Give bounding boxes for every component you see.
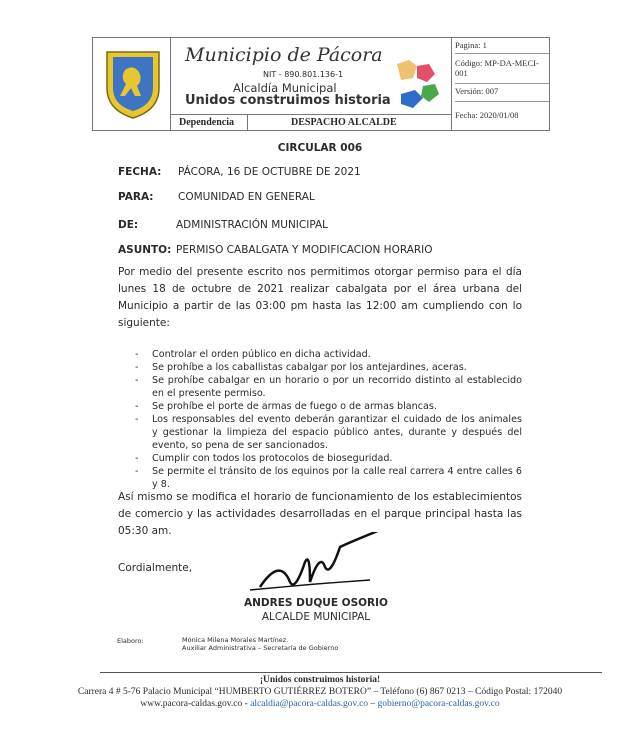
list-item: - Cumplir con todos los protocolos de bioseguridad. (135, 452, 522, 465)
field-value-fecha: PÁCORA, 16 DE OCTUBRE DE 2021 (178, 166, 361, 178)
list-item: - Controlar el orden público en dicha actividad. (135, 348, 522, 361)
footer-address: Carrera 4 # 5-76 Palacio Municipal “HUMBERTO GUTIÉRREZ BOTERO” – Teléfono (6) 867 0213 – Código Postal: 172040 (77, 687, 563, 697)
separator: - (242, 699, 251, 709)
separator: – (368, 699, 378, 709)
pagina: Pagina: 1 (455, 40, 549, 54)
salutation: Cordialmente, (118, 562, 193, 574)
signature-icon (240, 532, 405, 602)
list-item: - Se permite el tránsito de los equinos por la calle real carrera 4 entre calles 6 y 8. (135, 465, 522, 491)
alcaldia-label: Alcaldía Municipal (233, 81, 337, 95)
dependencia-label: Dependencia (179, 117, 234, 128)
footer-slogan: ¡Unidos construimos historia! (259, 675, 381, 685)
email-alcaldia-link[interactable]: alcaldia@pacora-caldas.gov.co (250, 699, 369, 709)
elaboro-role: Auxiliar Administrativa – Secretaría de Gobierno (182, 644, 339, 652)
dependencia-value: DESPACHO ALCALDE (291, 117, 397, 128)
field-label-fecha: FECHA: (118, 166, 162, 178)
document-header (92, 37, 550, 131)
rules-list (135, 348, 522, 491)
document-control-cell (451, 38, 549, 130)
footer-divider (100, 672, 602, 673)
circular-title: CIRCULAR 006 (277, 142, 363, 154)
footer-website[interactable]: www.pacora-caldas.gov.co (140, 699, 243, 709)
field-value-de: ADMINISTRACIÓN MUNICIPAL (176, 219, 329, 231)
list-item: - Se prohíbe a los caballistas cabalgar por los antejardines, aceras. (135, 361, 522, 374)
signer-title: ALCALDE MUNICIPAL (261, 611, 371, 623)
list-item: - Los responsables del evento deberán garantizar el cuidado de los animales y gestionar la limpieza del espacio público antes, durante y después del evento, so pena de ser sancionados. (135, 413, 522, 452)
list-item: - Se prohíbe cabalgar en un horario o por un recorrido distinto al establecido en el presente permiso. (135, 374, 522, 400)
coat-of-arms-icon (103, 48, 163, 120)
codigo: Código: MP-DA-MECI-001 (455, 58, 549, 84)
field-label-de: DE: (118, 219, 139, 231)
elaboro-name: Mónica Milena Morales Martínez. (182, 636, 289, 644)
version: Versión: 007 (455, 86, 549, 102)
list-item: - Se prohíbe el porte de armas de fuego o de armas blancas. (135, 400, 522, 413)
signer-name: ANDRES DUQUE OSORIO (244, 597, 388, 609)
field-label-para: PARA: (118, 191, 154, 203)
coat-of-arms-cell (93, 38, 171, 130)
field-value-asunto: PERMISO CABALGATA Y MODIFICACION HORARIO (176, 244, 433, 256)
elaboro-label: Elaboro: (117, 637, 144, 645)
footer-contact (0, 699, 640, 709)
fecha: Fecha: 2020/01/08 (455, 110, 519, 120)
closing-paragraph: Así mismo se modifica el horario de funcionamiento de los establecimientos de comercio y las actividades desarrolladas en el parque principal hasta las 05:30 am. (118, 491, 522, 537)
field-label-asunto: ASUNTO: (118, 244, 172, 256)
elaboro-block (182, 636, 338, 652)
email-gobierno-link[interactable]: gobierno@pacora-caldas.gov.co (377, 699, 500, 709)
municipality-name: Municipio de Pácora (185, 44, 383, 66)
slogan: Unidos construimos historia (185, 93, 391, 108)
dependencia-row (171, 114, 451, 130)
field-value-para: COMUNIDAD EN GENERAL (178, 191, 315, 203)
intro-paragraph: Por medio del presente escrito nos permitimos otorgar permiso para el día lunes 18 de octubre de 2021 realizar cabalgata por el área urbana del Municipio a partir de las 03:00 pm hasta las 12:00 am cumpliendo con lo siguiente: (118, 266, 522, 329)
map-logo-icon (393, 56, 443, 112)
nit: NIT - 890.801.136-1 (263, 70, 344, 79)
